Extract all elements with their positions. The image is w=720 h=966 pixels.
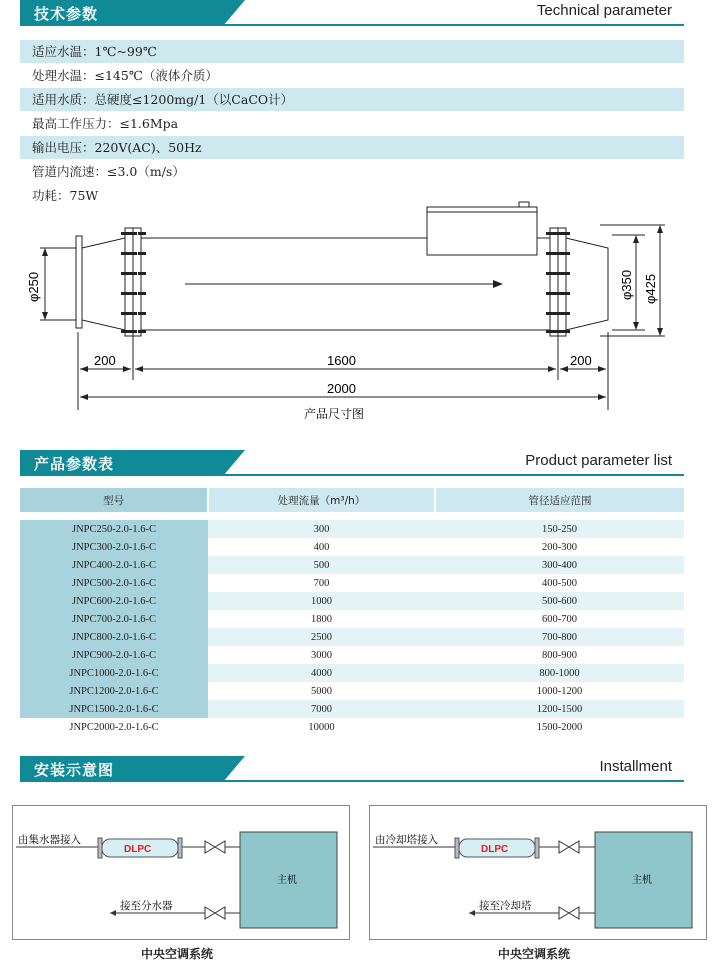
valve-icon (205, 907, 225, 919)
cell-range: 300-400 (435, 556, 684, 574)
table-gap (435, 512, 684, 520)
install-svg-left (12, 805, 350, 940)
cell-model: JNPC500-2.0-1.6-C (20, 574, 208, 592)
spec-row: 最高工作压力：≤1.6Mpa (32, 116, 179, 131)
valve-icon (559, 907, 579, 919)
cell-range: 200-300 (542, 541, 577, 553)
section-underline (223, 780, 684, 782)
cell-model: JNPC300-2.0-1.6-C (20, 538, 208, 556)
cell-flow: 4000 (208, 664, 435, 682)
section-underline (223, 24, 684, 26)
section-title-en: Product parameter list (525, 452, 672, 469)
cell-range: 1500-2000 (536, 721, 583, 733)
cell-range: 600-700 (542, 613, 577, 625)
host-label: 主机 (277, 875, 297, 886)
cell-flow: 400 (313, 541, 330, 553)
table-row (20, 538, 684, 556)
table-row (20, 592, 684, 610)
table-row (20, 520, 684, 538)
cell-range: 400-500 (542, 577, 577, 589)
th-flow: 处理流量（m³/h） (208, 488, 435, 512)
inlet-label: 由冷却塔接入 (375, 834, 438, 846)
table-row (20, 556, 684, 574)
cell-flow: 3000 (311, 649, 332, 661)
cell-model: JNPC700-2.0-1.6-C (20, 610, 208, 628)
table-gap (20, 512, 208, 520)
dimension-drawing (0, 195, 720, 430)
section-header-tech (20, 0, 684, 26)
outlet-label: 接至分水器 (120, 900, 173, 912)
spec-row: 处理水温：≤145℃（液体介质） (32, 68, 218, 83)
cell-model: JNPC1000-2.0-1.6-C (20, 664, 208, 682)
cell-flow: 500 (208, 556, 435, 574)
valve-icon (559, 841, 579, 853)
table-header-row (20, 488, 684, 512)
dim-dia-250: φ250 (26, 271, 41, 302)
cell-model: JNPC2000-2.0-1.6-C (69, 721, 159, 733)
cell-range: 1200-1500 (435, 700, 684, 718)
cell-model: JNPC250-2.0-1.6-C (20, 520, 208, 538)
device-label: DLPC (124, 844, 152, 855)
inlet-label: 由集水器接入 (18, 834, 81, 846)
cell-flow: 7000 (208, 700, 435, 718)
section-title-en: Technical parameter (536, 2, 672, 19)
table-row (20, 646, 684, 664)
spec-row: 适用水质：总硬度≤1200mg/1（以CaCO计） (20, 88, 684, 111)
section-title-cn: 技术参数 (34, 5, 99, 23)
spec-row: 适应水温：1℃~99℃ (20, 40, 684, 63)
dim-len-right: 200 (570, 353, 592, 368)
install-caption-right: 中央空调系统 (498, 947, 571, 961)
cell-model: JNPC1500-2.0-1.6-C (20, 700, 208, 718)
section-underline (223, 474, 684, 476)
dim-len-left: 200 (94, 353, 116, 368)
section-header-install (20, 756, 684, 782)
table-row (20, 628, 684, 646)
host-label: 主机 (632, 875, 652, 886)
arrow-icon (110, 910, 116, 916)
cell-range: 800-1000 (435, 664, 684, 682)
dim-len-mid: 1600 (327, 353, 356, 368)
valve-icon (205, 841, 225, 853)
cell-flow: 1000 (208, 592, 435, 610)
cell-range: 700-800 (435, 628, 684, 646)
table-row (20, 700, 684, 718)
product-table (20, 488, 684, 736)
arrow-icon (469, 910, 475, 916)
device-label: DLPC (481, 844, 509, 855)
cell-flow: 300 (208, 520, 435, 538)
spec-row: 功耗：75W (32, 188, 99, 203)
section-title-en: Installment (599, 758, 672, 775)
cell-flow: 5000 (311, 685, 332, 697)
section-title-cn: 产品参数表 (34, 455, 115, 473)
cell-flow: 2500 (208, 628, 435, 646)
table-gap (208, 512, 435, 520)
th-range: 管径适应范围 (435, 488, 684, 512)
outlet-label: 接至冷却塔 (479, 900, 532, 912)
cell-range: 500-600 (435, 592, 684, 610)
cell-model: JNPC400-2.0-1.6-C (20, 556, 208, 574)
th-model: 型号 (20, 488, 208, 512)
table-row (20, 718, 684, 736)
dim-len-total: 2000 (327, 381, 356, 396)
dim-dia-425: φ425 (643, 273, 658, 304)
section-title-cn: 安装示意图 (34, 761, 115, 779)
cell-range: 800-900 (542, 649, 577, 661)
cell-flow: 10000 (308, 721, 335, 733)
dim-dia-350: φ350 (619, 269, 634, 300)
cell-model: JNPC900-2.0-1.6-C (20, 646, 208, 664)
table-row (20, 682, 684, 700)
cell-model: JNPC600-2.0-1.6-C (20, 592, 208, 610)
cell-model: JNPC1200-2.0-1.6-C (20, 682, 208, 700)
install-caption-left: 中央空调系统 (141, 947, 214, 961)
cell-flow: 700 (313, 577, 330, 589)
cell-flow: 1800 (311, 613, 332, 625)
table-row (20, 610, 684, 628)
cell-range: 1000-1200 (536, 685, 583, 697)
spec-row: 输出电压：220V(AC)、50Hz (20, 136, 684, 159)
cell-range: 150-250 (435, 520, 684, 538)
install-svg-right (369, 805, 707, 940)
drawing-caption: 产品尺寸图 (304, 407, 365, 421)
spec-row: 管道内流速：≤3.0（m/s） (32, 164, 185, 179)
cell-model: JNPC800-2.0-1.6-C (20, 628, 208, 646)
section-header-product (20, 450, 684, 476)
table-row (20, 664, 684, 682)
table-row (20, 574, 684, 592)
